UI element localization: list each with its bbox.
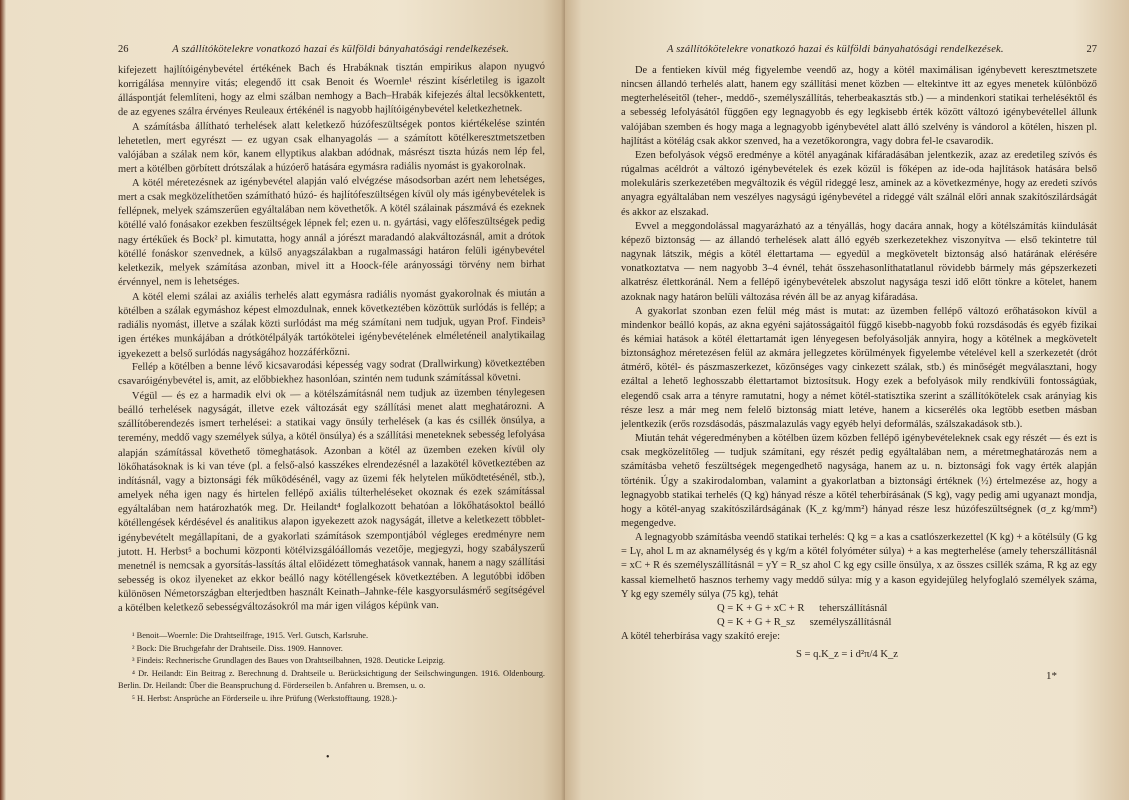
footnote: ² Bock: Die Bruchgefahr der Drahtseile. Diss. 1909. Hannover. bbox=[132, 643, 343, 653]
left-paragraph: Végül — és ez a harmadik elvi ok — a kötélszámításnál nem tudjuk az üzemben ténylegesen beálló terhelések nagyságát, illetve ezek változását egy szállítási menet alatt meghatározni. A szállítóberendezés ismert terhelései: a statikai vagy önsúly terhelések (a kas és csillék önsúlya, a teremény, meddő vagy személyek súlya, a kötél önsúlya) és a szállítási meneteknek sebesség lefolyása alapján számítással követhető tömeghatások. Azonban a kötél az üzemben ezeken kívül oly lökőhatásoknak is ki van téve (pl. a felső-alsó kasszékes elrendezésnél a lazakötél következtében az indításnál, vagy a biztonsági fék működésénél, vagy az üzemi fék helytelen működtetésénél, stb.), amelyek néha igen nagy és hirtelen fellépő axiális túlterheléseket okoznak és ezek számítással egyáltalában nem határozhatók meg. Dr. Heilandt⁴ foglalkozott behatóan a lökőhatásoktol beálló kötéllengések kérdésével és analitikus alapon igyekezett azok nagyságát, illetve a keletkezett többlet-igénybevételt megállapítani, de a gyakorlati számítások szempontjából végleges eredményre nem jutott. H. Herbst⁵ a bochumi központi kötélvizsgálóállomás vezetője, megjegyzi, hogy szabályszerű menetnél is nemcsak a gyorsítás-lassítás által előidézett tömeghatások vannak, hanem a nagy szállítási sebesség is okoz ilyeneket az ekkor beálló nagy kötéllengések következtében. A legutóbbi időben különösen Németországban elterjedtben használt Keinath–Jahnke-féle kasgyorsulásmérő segítségével a kötélben keletkező sebességváltozásokról ma már igen világos képünk van. bbox=[118, 386, 545, 614]
right-body-text bbox=[621, 64, 1097, 662]
right-paragraph: A gyakorlat szonban ezen felül még mást is mutat: az üzemben fellépő változó erőhatásokon kívül a mindenkor beálló kopás, az akna egyéni sajátosságaitól függő kisebb-nagyobb fokú rozsdásodás és egyéb fizikai és kémiai hatások a kötél élettartamát igen lényegesen befolyásolják annyira, hogy a kötélnek a megkövetelt biztonsághoz méretezésen felül az akmára jellegzetes körülmények figyelembe vételével kell a szerkezetét (drót átmérő, kötél- és pászmaszerkezet, közönséges vagy cinkezett szálak, stb.) és minőségét megválasztani, hogy ezáltal a lehető leghosszabb élettartamot biztosítsuk. Hogy ezek a befolyások mily rendkívüli fontosságúak, elegendő csak arra a tényre ramutatni, hogy a német kötél-statisztika szerint a szállítókötelek csak arányiag kis része lesz a már meg nem felelő biztonság miatt letéve, hanem a kicserélés oka legtöbb esetben másban jelentkezik (erős rozsdásodás, pászmalazulás vagy egyéb helyi deformálás, szálszakadások stb.). bbox=[621, 305, 1097, 430]
left-paragraph: A kötél méretezésnek az igénybevétel alapján való elvégzése másodsorban azért nem lehetséges, mert a csak megközelíthetően számítható húzó- és hajlítófeszültségen kívül oly más igénybevételek is fellépnek, melyek számszerűen egyáltalában nem követhetők. A kötél szálainak pászmává és ezeknek kötéllé való fonásakor ezekben feszültségek lépnek fel; ezen u. n. gyártási, vagy előfeszültségek pedig nagy értékűek és Bock² pl. kimutatta, hogy annál a jórészt maradandó alakváltozásnál, amit a drótok kötéllé fonáskor szenvednek, a külső anyagszálakban a rugalmassági határon felüli igénybevétel keletkezik, melyek számítása azonban, mivel itt a Hoock-féle arányossági törvény nem birhat érvénnyel, nem is lehetséges. bbox=[118, 174, 545, 289]
footnote: ³ Findeis: Rechnerische Grundlagen des Baues von Drahtseilbahnen, 1928. Deuticke Leipzig. bbox=[132, 656, 445, 666]
left-footnotes bbox=[118, 630, 545, 706]
formula-text: Q = K + G + R_sz bbox=[717, 616, 795, 628]
strength-formula: S = q.K_z = i d²π/4 K_z bbox=[796, 649, 898, 661]
formula-note: személyszállításnál bbox=[809, 616, 892, 628]
right-running-title: A szállítókötelekre vonatkozó hazai és külföldi bányahatósági rendelkezések. bbox=[667, 44, 1004, 55]
formula-text: Q = K + G + xC + R bbox=[717, 602, 805, 614]
footnote: ⁴ Dr. Heilandt: Ein Beitrag z. Berechnung d. Drahtseile u. Berücksichtigung der Seilschwingungen. 1916. Oldenbourg. Berlin. Dr. Heilandt: Über die Beanspruchung d. Förderseilen b. Anfahren u. Bremsen, u. o. bbox=[118, 668, 545, 691]
left-running-head bbox=[118, 44, 545, 55]
footnote: ¹ Benoit—Woernle: Die Drahtseilfrage, 1915. Verl. Gutsch, Karlsruhe. bbox=[132, 631, 369, 641]
footnote: ⁵ H. Herbst: Ansprüche an Förderseile u. ihre Prüfung (Werkstofftaung. 1928.)- bbox=[132, 694, 398, 704]
bottom-mark: • bbox=[326, 752, 330, 763]
right-paragraph: A kötél teherbírása vagy szakító ereje: bbox=[621, 630, 780, 642]
load-formula-2 bbox=[621, 616, 1097, 630]
right-paragraph: Ezen befolyások végső eredménye a kötél anyagának kifáradásában jelentkezik, azaz az eredetileg szívós és rúgalmas acéldrót a változó igénybevételek és ezek közül is főképen az ide-oda hajlítások hatására belső molekuláris szerkezetében megváltozik és végül rideggé lesz, aminek az a következménye, hogy az eredeti szívós anyagra egyáltalában nem veszélyes nagyságú igénybevétel a rideggé vált szálnál előri annak szakítószilárdságát és akkor az elszakad. bbox=[621, 149, 1097, 218]
left-paragraph: Fellép a kötélben a benne lévő kicsavarodási képesség vagy sodrat (Drallwirkung) következtében csavaróigénybevétel is, amit, az előbbiekhez hasonlóan, szintén nem tudunk számítással követni. bbox=[118, 358, 545, 388]
signature-mark: 1* bbox=[1046, 670, 1057, 683]
load-formula-1 bbox=[621, 602, 1097, 616]
right-page-number: 27 bbox=[1086, 44, 1097, 55]
left-running-title: A szállítókötelekre vonatkozó hazai és külföldi bányahatósági rendelkezések. bbox=[172, 44, 509, 55]
right-paragraph: Evvel a meggondolással magyarázható az a tényállás, hogy dacára annak, hogy a kötélszámítás kiindulását képező biztonság — az állandó terhelések alatt álló egyéb szerkezetekhez viszonyítva — első tekintetre túl nagynak látszik, mégis a kötél élettartama — egyedül a megkövetelt biztonság alsó határának elérésére vonatkoztatva — nem nagyobb 3–4 évnél, tehát összehasonlíthatatlanul rövidebb bármely más gépszerkezeti alkatrész élettkoránál. Nem a fellépő igénybevételek abszolut nagysága teszi idő előtt tönkre a kötelet, hanem azoknak nagy határon belüli változása révén áll be az anyag kifáradása. bbox=[621, 220, 1097, 303]
left-paragraph: A kötél elemi szálai az axiális terhelés alatt egymásra radiális nyomást gyakorolnak és miután a kötélben a szálak egymáshoz képest elmozdulnak, ennek következtében közöttük surlódás is fellép; a radiális nyomást, illetve a szálak közti surlódást ma még számítani nem tudjuk, ugyan Prof. Findeis³ igen értékes munkájában a drótkötélpályák tartókötelei igénybevételének elméleténeil analytikailag igyekezett a belső surlódás nagyságához hozzáférkőzni. bbox=[118, 287, 545, 360]
left-page bbox=[6, 0, 565, 800]
right-paragraph: Miután tehát végeredményben a kötélben üzem közben fellépő igénybevételeknek csak egy részét — és ezt is csak megközelítőleg — tudjuk számítani, egy részét pedig egyáltalában nem, a méretmeghatározás nem a számításba vehető feszültségek megengedhető nagysága, hanem az u. n. biztonsági fok vagy érték alapján történik. Úgy a szakirodalomban, valamint a gyakorlatban a biztonsági értéknek (½) értelmezése az, hogy a legnagyobb statikai terhelés (Q kg) hányad része a kötél teherbírásának (S kg), vagy pedig ami ugyanazt mondja, hogy a kötél-anyag szakítószilárdságának (K_z kg/mm²) hányad része lesz húzófeszültségnek (σ_z kg/mm²) megengedve. bbox=[621, 433, 1097, 529]
left-page-number: 26 bbox=[118, 44, 129, 55]
formula-note: teherszállításnál bbox=[819, 602, 888, 614]
left-paragraph: A számításba állítható terhelések alatt keletkező húzófeszültségek pontos kiértékelése szintén lehetetlen, mert egyrészt — ez ugyan csak elhanyagolás — a számított kötélkeresztmetszetben valójában a szálak nem kör, kanem ellyptikus alakban adódnak, másrészt tiszta húzás nem lép fel, mert a kötélben görbített drótszálak a húzóerő hatására egymásra radiális nyomást is gyakorolnak. bbox=[118, 117, 545, 176]
left-paragraph: kifejezett hajlítóigénybevétel értékének Bach és Hrabáknak tisztán empirikus alapon nyugvó korrigálása mennyire vitás; elegendő itt csak Benoit és Woernle¹ részint kísérletileg is igazolt álláspontját felemlíteni, hogy az elmi szálban nemhogy a Bach–Hrabák kifejezés által lecsökkentett, de az egyenes szálra érvényes Reuleaux értékénél is nagyobb hajlítóigénybevétel keletkezhetnek. bbox=[118, 60, 545, 119]
right-running-head bbox=[621, 44, 1097, 55]
right-page bbox=[565, 0, 1129, 800]
left-body-text bbox=[118, 60, 545, 616]
right-paragraph: A legnagyobb számításba veendő statikai terhelés: Q kg = a kas a csatlószerkezettel (K kg) + a kötélsúly (G kg = Lγ, ahol L m az aknamélység és γ kg/m a kötél folyóméter súlya) + a kas megterhelése (amely teherszállításnál = xC + R és személyszállításnál = yY = R_sz ahol C kg egy csille önsúlya, x az összes csillék száma, R kg az egy kassal kiemelhető hasznos terhemy vagy meddő súlya: míg y a kason egyidejűleg helyfoglaló személyek száma, Y kg egy személy súlya (75 kg), tehát bbox=[621, 532, 1097, 600]
right-paragraph: De a fentieken kívül még figyelembe veendő az, hogy a kötél maximálisan igénybevett keresztmetszete nincsen állandó terhelés alatt, hanem egy szállítási menet közben — eltekintve itt az egyes menetek különböző megterheléseitől (teher-, meddő-, személyszállítás, teherbeakasztás stb.) — a mindenkori statikai terheléséktől és a sebesség lefolyásától függően egy legnagyobb és egy legkisebb érték között változó igénybevétellel állunk valójában szemben és hogy maga a legnagyobb igénybevétel alatt álló szelvény is vándorol a kötélen, hiszen pl. hajlítást a kötélág csak akkor szenved, ha a vezetőkorongra, vagy dobra fel-le csavarodik. bbox=[621, 65, 1097, 147]
